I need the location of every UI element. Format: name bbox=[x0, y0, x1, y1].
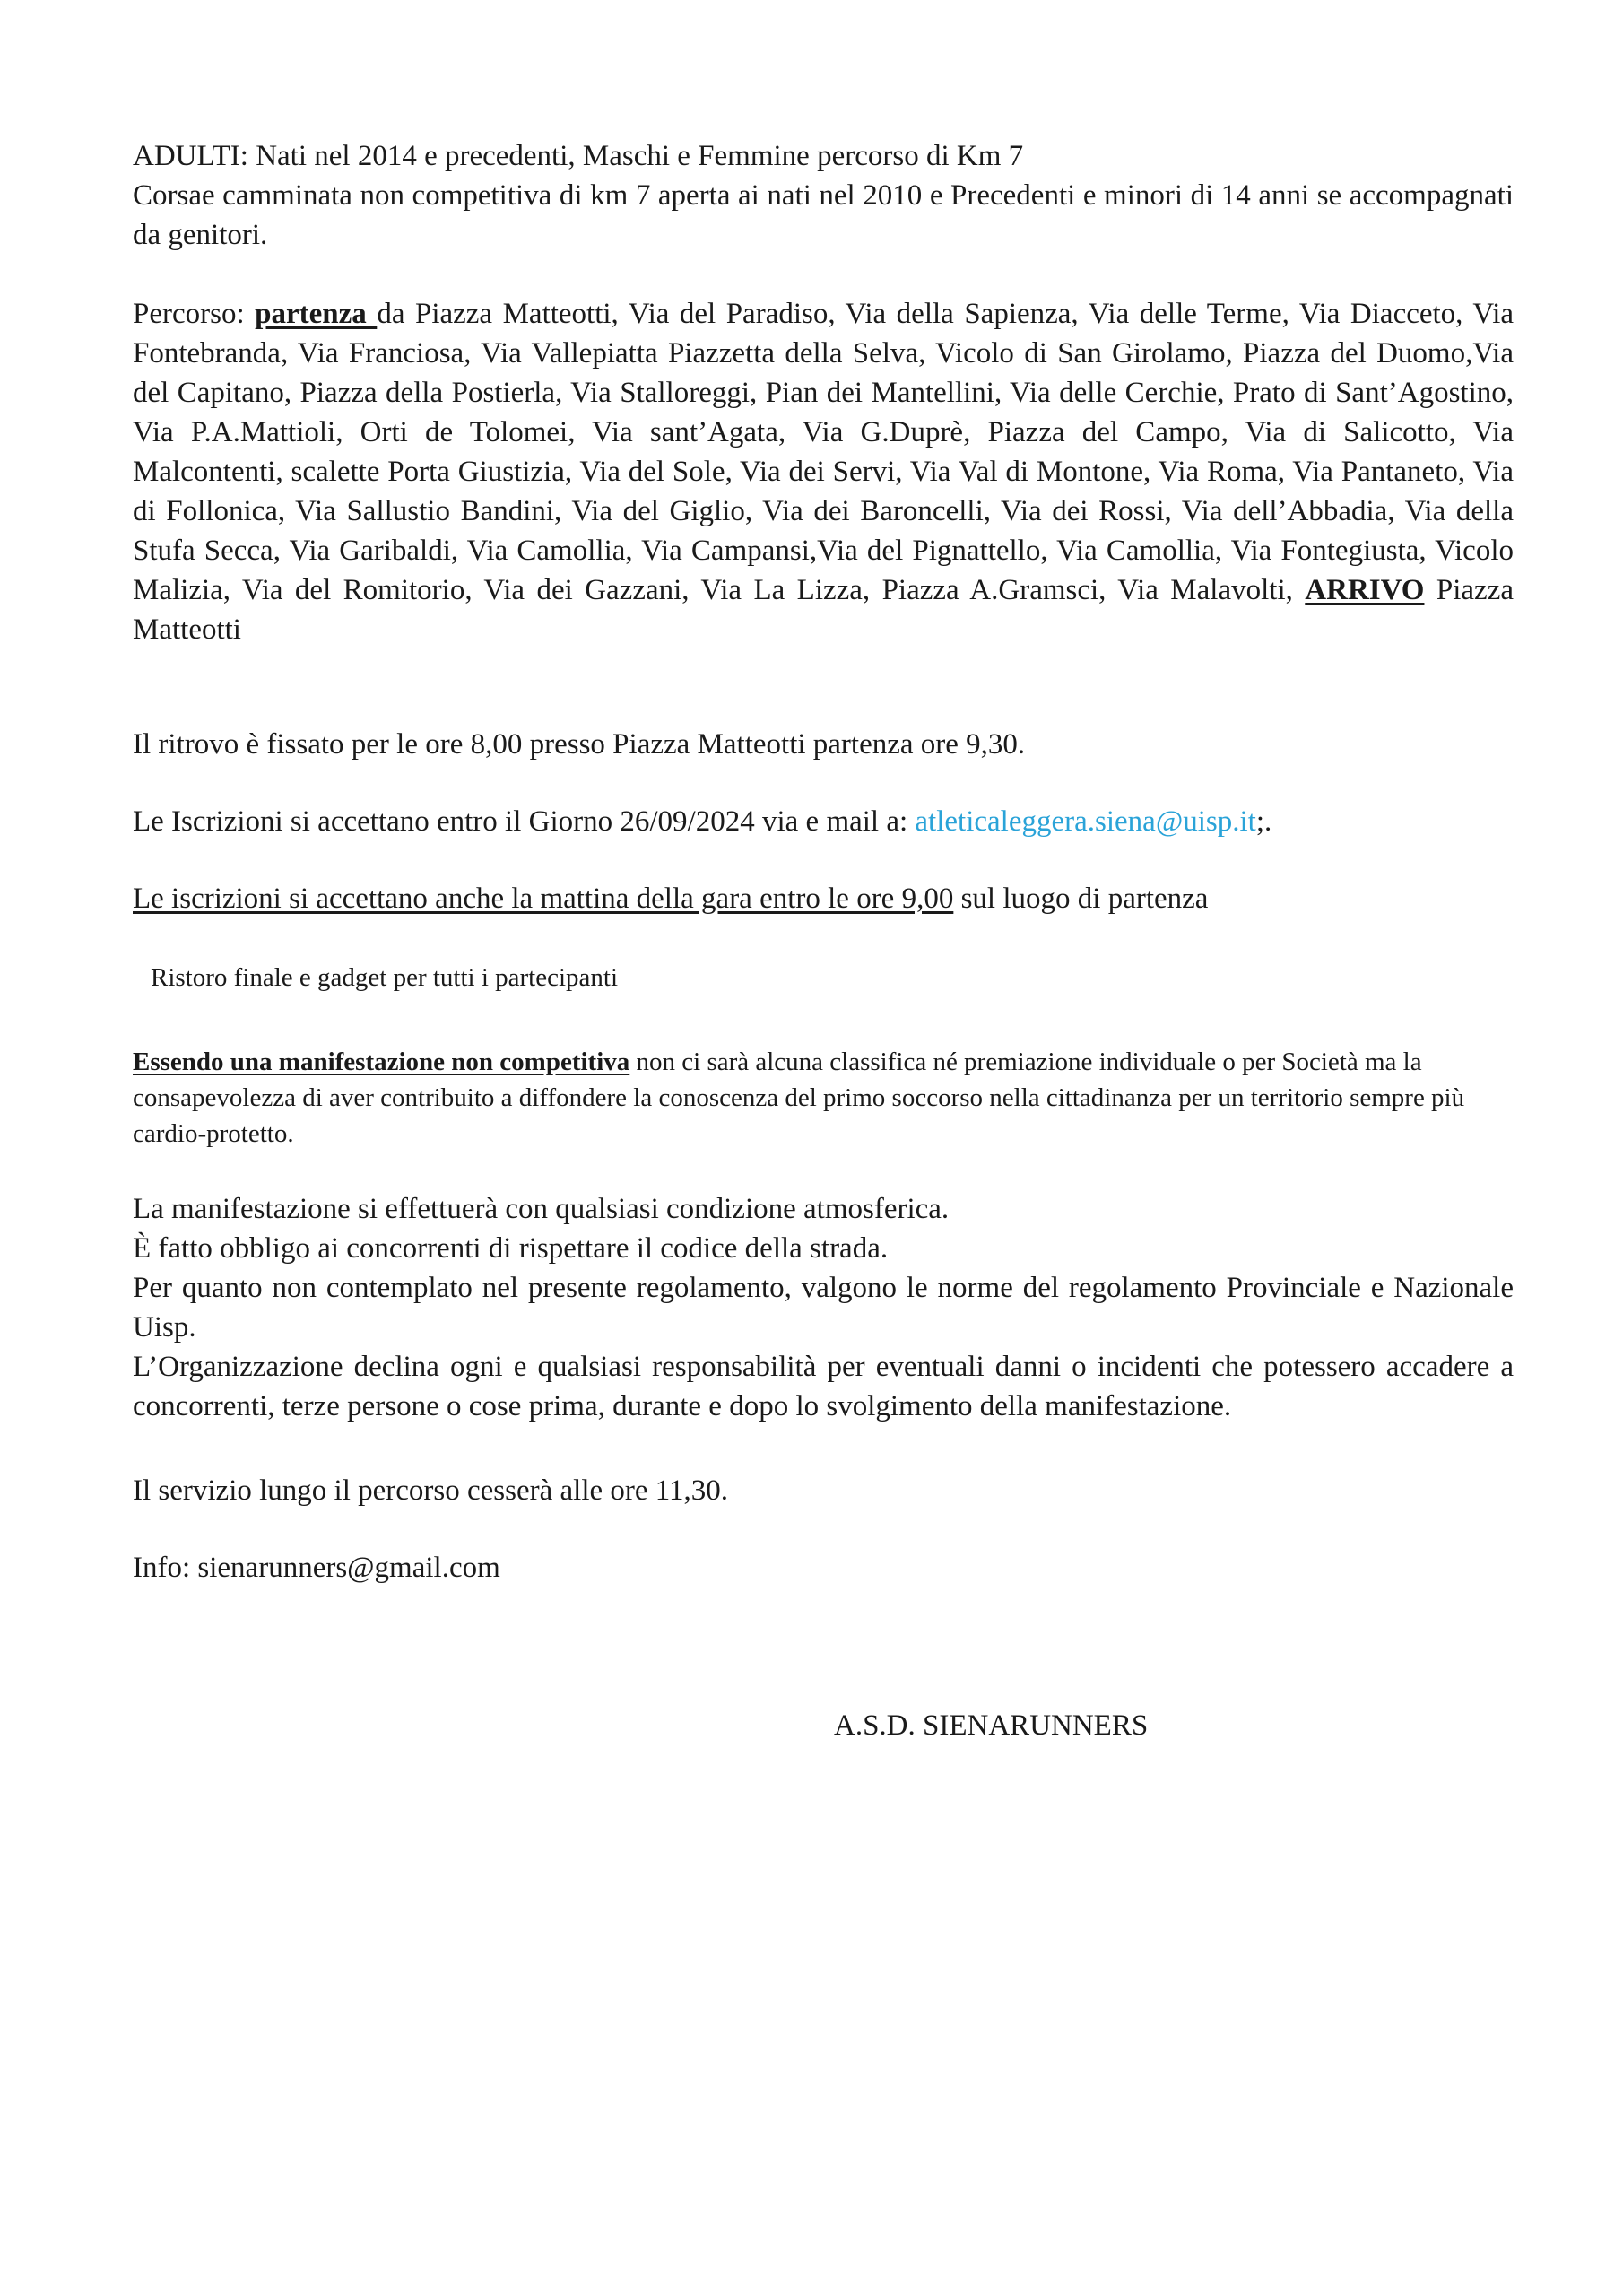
registration-suffix: ;. bbox=[1255, 805, 1272, 838]
rule-regulations: Per quanto non contemplato nel presente regolamento, valgono le norme del regolamento Provinciale e Nazionale Uisp. bbox=[133, 1272, 1514, 1344]
registration-section bbox=[133, 802, 1514, 841]
rule-road-code: È fatto obbligo ai concorrenti di rispettare il codice della strada. bbox=[133, 1232, 889, 1265]
registration-text: Le Iscrizioni si accettano entro il Giorno 26/09/2024 via e mail a: bbox=[133, 805, 916, 838]
registration-email-link[interactable]: atleticaleggera.siena@uisp.it bbox=[915, 805, 1256, 838]
service-section bbox=[133, 1471, 1514, 1510]
non-competitive-paragraph bbox=[133, 1044, 1514, 1152]
route-section bbox=[133, 294, 1514, 649]
refreshment-text: Ristoro finale e gadget per tutti i partecipanti bbox=[151, 963, 619, 992]
route-finish-place: Piazza Matteotti bbox=[133, 574, 1514, 646]
rule-weather: La manifestazione si effettuerà con qualsiasi condizione atmosferica. bbox=[133, 1193, 950, 1225]
service-text: Il servizio lungo il percorso cesserà alle ore 11,30. bbox=[133, 1474, 729, 1507]
non-competitive-lead: Essendo una manifestazione non competitiva bbox=[133, 1048, 630, 1076]
registration-paragraph bbox=[133, 802, 1514, 841]
info-text: Info: sienarunners@gmail.com bbox=[133, 1552, 500, 1584]
route-start-label: partenza bbox=[255, 298, 378, 330]
same-day-underlined: Le iscrizioni si accettano anche la mattina della gara entro le ore 9,00 bbox=[133, 883, 954, 915]
adults-walk-description: Corsae camminata non competitiva di km 7 aperta ai nati nel 2010 e Precedenti e minori di 14 anni se accompagnati da genitori. bbox=[133, 179, 1514, 251]
same-day-section bbox=[133, 879, 1514, 918]
route-prefix: Percorso: bbox=[133, 298, 256, 330]
meeting-section bbox=[133, 725, 1514, 764]
rule-liability: L’Organizzazione declina ogni e qualsiasi responsabilità per eventuali danni o incidenti che potessero accadere a concorrenti, terze persone o cose prima, durante e dopo lo svolgimento della manifestazione. bbox=[133, 1351, 1514, 1422]
non-competitive-section bbox=[133, 1044, 1514, 1152]
route-finish-label: ARRIVO bbox=[1305, 574, 1425, 606]
same-day-paragraph bbox=[133, 879, 1514, 918]
adults-section bbox=[133, 136, 1514, 255]
signature-section bbox=[834, 1706, 1372, 1745]
non-competitive-rest: non ci sarà alcuna classifica né premiazione individuale o per Società ma la consapevolezza di aver contribuito a diffondere la conoscenza del primo soccorso nella cittadinanza per un territorio sempre più cardio-protetto. bbox=[133, 1048, 1465, 1148]
meeting-text: Il ritrovo è fissato per le ore 8,00 presso Piazza Matteotti partenza ore 9,30. bbox=[133, 728, 1026, 761]
refreshment-section bbox=[151, 960, 1532, 996]
adults-category-line: ADULTI: Nati nel 2014 e precedenti, Maschi e Femmine percorso di Km 7 bbox=[133, 140, 1024, 172]
info-section bbox=[133, 1548, 1514, 1587]
route-paragraph bbox=[133, 294, 1514, 649]
route-streets: da Piazza Matteotti, Via del Paradiso, Via della Sapienza, Via delle Terme, Via Diacceto, Via Fontebranda, Via Franciosa, Via Vallepiatta Piazzetta della Selva, Vicolo di San Girolamo, Piazza del Duomo,Via del Capitano, Piazza della Postierla, Via Stalloreggi, Pian dei Mantellini, Via delle Cerchie, Prato di Sant’Agostino, Via P.A.Mattioli, Orti de Tolomei, Via sant’Agata, Via G.Duprè, Piazza del Campo, Via di Salicotto, Via Malcontenti, scalette Porta Giustizia, Via del Sole, Via dei Servi, Via Val di Montone, Via Roma, Via Pantaneto, Via di Follonica, Via Sallustio Bandini, Via del Giglio, Via dei Baroncelli, Via dei Rossi, Via dell’Abbadia, Via della Stufa Secca, Via Garibaldi, Via Camollia, Via Campansi,Via del Pignattello, Via Camollia, Via Fontegiusta, Vicolo Malizia, Via del Romitorio, Via dei Gazzani, Via La Lizza, Piazza A.Gramsci, Via Malavolti, bbox=[133, 298, 1515, 606]
signature-text: A.S.D. SIENARUNNERS bbox=[834, 1709, 1149, 1742]
rules-section bbox=[133, 1189, 1514, 1426]
same-day-rest: sul luogo di partenza bbox=[953, 883, 1209, 915]
